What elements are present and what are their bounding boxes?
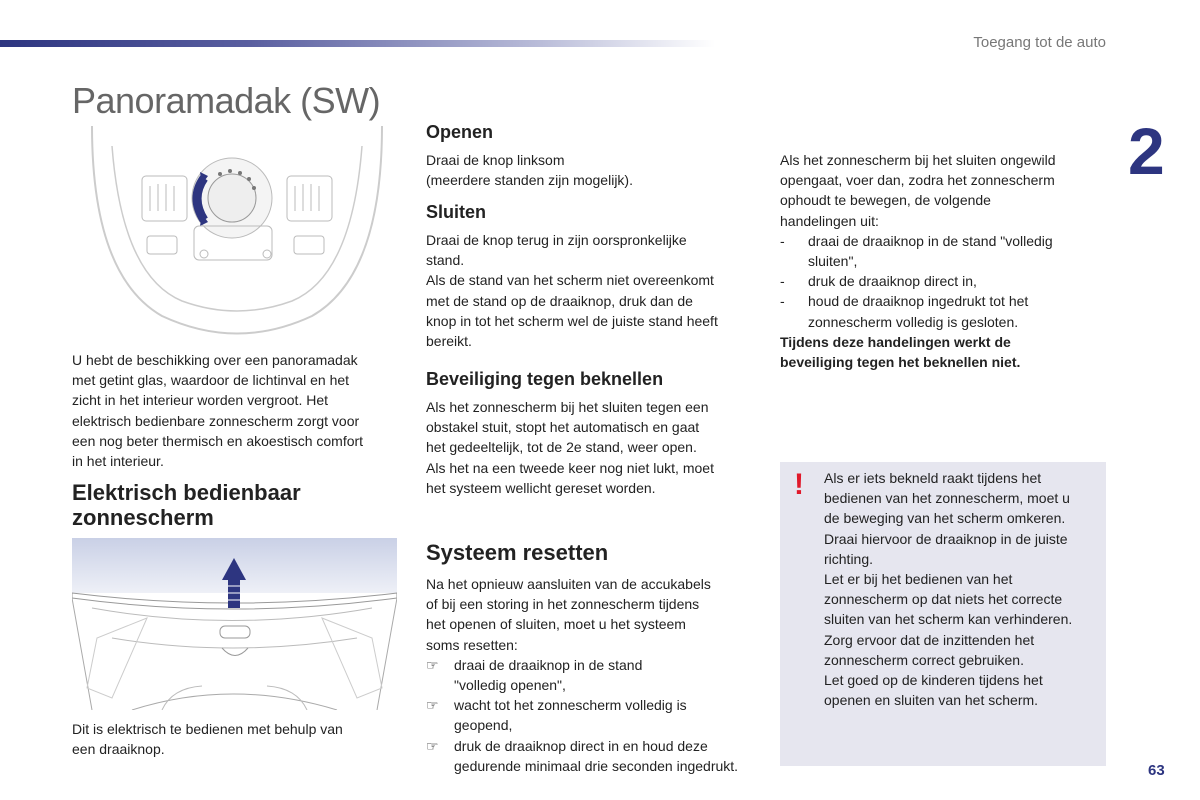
- section-heading: zonnescherm: [72, 505, 214, 530]
- warning-line: de beweging van het scherm omkeren.: [824, 510, 1066, 527]
- step-line: draai de draaiknop in de stand "volledig: [808, 232, 1053, 249]
- header-bar: [0, 40, 715, 47]
- dash-marker: -: [780, 232, 785, 249]
- text-line: ophoudt te bewegen, de volgende: [780, 192, 991, 209]
- text-line: soms resetten:: [426, 636, 518, 653]
- intro-line: een nog beter thermisch en akoestisch comfort: [72, 432, 364, 449]
- text-line: stand.: [426, 252, 465, 269]
- warning-line: Let er bij het bedienen van het: [824, 571, 1013, 588]
- procedure-step: [780, 291, 1110, 331]
- warning-icon: !: [794, 468, 804, 501]
- intro-line: met getint glas, waardoor de lichtinval en het: [72, 372, 350, 389]
- hand-pointer-icon: ☞: [426, 737, 439, 754]
- text-line: Draai de knop linksom: [426, 152, 565, 168]
- step-line: druk de draaiknop direct in en houd deze: [454, 737, 708, 754]
- step-line: gedurende minimaal drie seconden ingedrukt.: [454, 757, 739, 774]
- bold-note: beveiliging tegen het beknellen niet.: [780, 354, 1021, 371]
- text-line: of bij een storing in het zonnescherm tijdens: [426, 596, 700, 613]
- step-line: draai de draaiknop in de stand: [454, 656, 643, 673]
- caption-line: een draaiknop.: [72, 741, 165, 758]
- step-line: houd de draaiknop ingedrukt tot het: [808, 293, 1029, 310]
- car-interior-illustration: [72, 538, 397, 710]
- warning-line: Let goed op de kinderen tijdens het: [824, 672, 1043, 689]
- text-line: bereikt.: [426, 333, 472, 350]
- reset-step: [426, 736, 766, 776]
- text-line: het openen of sluiten, moet u het systeem: [426, 616, 686, 633]
- intro-line: elektrisch bedienbare zonnescherm zorgt voor: [72, 412, 360, 429]
- step-line: druk de draaiknop direct in,: [808, 273, 977, 290]
- warning-line: bedienen van het zonnescherm, moet u: [824, 490, 1070, 507]
- text-line: Als het zonnescherm bij het sluiten ongewild: [780, 152, 1056, 168]
- reset-step: [426, 655, 766, 695]
- text-line: Als het na een tweede keer nog niet lukt, moet: [426, 459, 714, 476]
- section-title: Toegang tot de auto: [973, 34, 1106, 51]
- warning-line: openen en sluiten van het scherm.: [824, 692, 1039, 709]
- step-line: sluiten",: [808, 253, 858, 270]
- warning-line: zonnescherm op dat niets het correcte: [824, 591, 1063, 608]
- step-line: "volledig openen",: [454, 677, 566, 694]
- warning-line: sluiten van het scherm kan verhinderen.: [824, 611, 1073, 628]
- text-line: opengaat, voer dan, zodra het zonnescherm: [780, 172, 1055, 189]
- text-line: het gedeeltelijk, tot de 2e stand, weer open.: [426, 439, 697, 456]
- step-line: geopend,: [454, 717, 513, 734]
- procedure-step: [780, 231, 1110, 271]
- text-line: Na het opnieuw aansluiten van de accukabels: [426, 576, 711, 592]
- heading-beveiliging: Beveiliging tegen beknellen: [426, 369, 664, 389]
- procedure-step: [780, 271, 1110, 291]
- step-line: zonnescherm volledig is gesloten.: [808, 313, 1019, 330]
- intro-line: in het interieur.: [72, 453, 164, 470]
- warning-line: Zorg ervoor dat de inzittenden het: [824, 631, 1035, 648]
- warning-line: Draai hiervoor de draaiknop in de juiste: [824, 530, 1068, 547]
- heading-reset: Systeem resetten: [426, 540, 609, 565]
- caption-line: Dit is elektrisch te bedienen met behulp van: [72, 721, 343, 737]
- text-line: obstakel stuit, stopt het automatisch en gaat: [426, 419, 700, 436]
- bold-note: Tijdens deze handelingen werkt de: [780, 333, 1011, 350]
- chapter-number: 2: [1128, 114, 1165, 188]
- text-line: knop in tot het scherm wel de juiste stand heeft: [426, 312, 718, 329]
- intro-line: zicht in het interieur worden vergroot. Het: [72, 392, 329, 409]
- hand-pointer-icon: ☞: [426, 656, 439, 673]
- dash-marker: -: [780, 293, 785, 310]
- warning-line: Als er iets bekneld raakt tijdens het: [824, 470, 1042, 486]
- dial-control-illustration: [72, 126, 402, 346]
- warning-line: zonnescherm correct gebruiken.: [824, 651, 1024, 668]
- text-line: (meerdere standen zijn mogelijk).: [426, 172, 633, 189]
- hand-pointer-icon: ☞: [426, 697, 439, 714]
- text-line: met de stand op de draaiknop, druk dan de: [426, 292, 693, 309]
- text-line: handelingen uit:: [780, 212, 879, 229]
- text-line: Als het zonnescherm bij het sluiten tegen een: [426, 399, 709, 415]
- intro-line: U hebt de beschikking over een panoramadak: [72, 352, 358, 368]
- text-line: het systeem wellicht gereset worden.: [426, 479, 656, 496]
- text-line: Draai de knop terug in zijn oorspronkelijke: [426, 232, 687, 248]
- heading-openen: Openen: [426, 122, 494, 142]
- warning-line: richting.: [824, 550, 874, 567]
- page-title: Panoramadak (SW): [72, 80, 381, 121]
- step-line: wacht tot het zonnescherm volledig is: [454, 697, 687, 714]
- text-line: Als de stand van het scherm niet overeenkomt: [426, 272, 714, 289]
- page-number: 63: [1148, 762, 1165, 779]
- reset-step: [426, 695, 766, 735]
- dash-marker: -: [780, 273, 785, 290]
- warning-box: [780, 462, 1106, 766]
- section-heading: Elektrisch bedienbaar: [72, 480, 301, 505]
- heading-sluiten: Sluiten: [426, 202, 487, 222]
